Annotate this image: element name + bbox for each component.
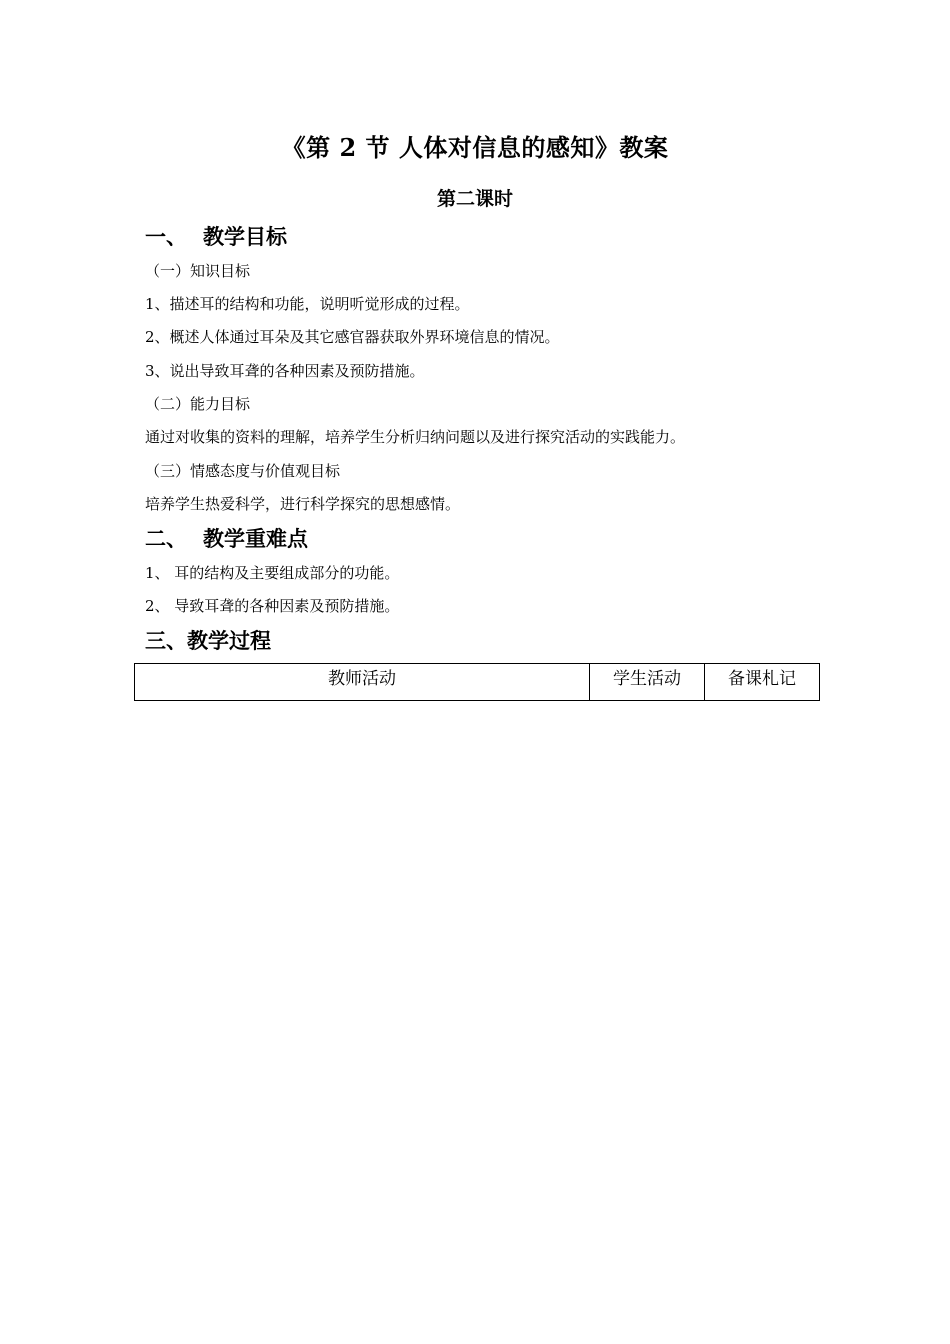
- list-item: 1、 耳的结构及主要组成部分的功能。: [145, 564, 400, 582]
- table-header-student: 学生活动: [590, 664, 705, 700]
- section-title: 教学重难点: [203, 526, 308, 551]
- list-item: 2、 导致耳聋的各种因素及预防措施。: [145, 597, 400, 615]
- paragraph: 通过对收集的资料的理解，培养学生分析归纳问题以及进行探究活动的实践能力。: [145, 428, 686, 446]
- document-title: 《第 2 节 人体对信息的感知》教案: [281, 133, 669, 162]
- table-header-teacher: 教师活动: [135, 664, 590, 700]
- list-item: 3、说出导致耳聋的各种因素及预防措施。: [145, 362, 425, 380]
- section-title: 教学目标: [203, 224, 287, 249]
- document-subtitle: 第二课时: [436, 188, 513, 210]
- section-number: 一、: [145, 224, 187, 249]
- section-heading-process: 三、教学过程: [145, 628, 271, 653]
- section-heading-key-points: [145, 524, 308, 554]
- list-item: 2、概述人体通过耳朵及其它感官器获取外界环境信息的情况。: [145, 328, 560, 346]
- section-heading-objectives: [145, 222, 287, 252]
- process-table: [134, 663, 820, 701]
- subheading-knowledge: （一）知识目标: [145, 262, 251, 280]
- section-number: 二、: [145, 526, 187, 551]
- paragraph: 培养学生热爱科学，进行科学探究的思想感情。: [145, 495, 461, 513]
- list-item: 1、描述耳的结构和功能，说明听觉形成的过程。: [145, 295, 470, 313]
- table-header-notes: 备课札记: [728, 669, 796, 689]
- subheading-attitude: （三）情感态度与价值观目标: [145, 462, 341, 480]
- subheading-ability: （二）能力目标: [145, 395, 251, 413]
